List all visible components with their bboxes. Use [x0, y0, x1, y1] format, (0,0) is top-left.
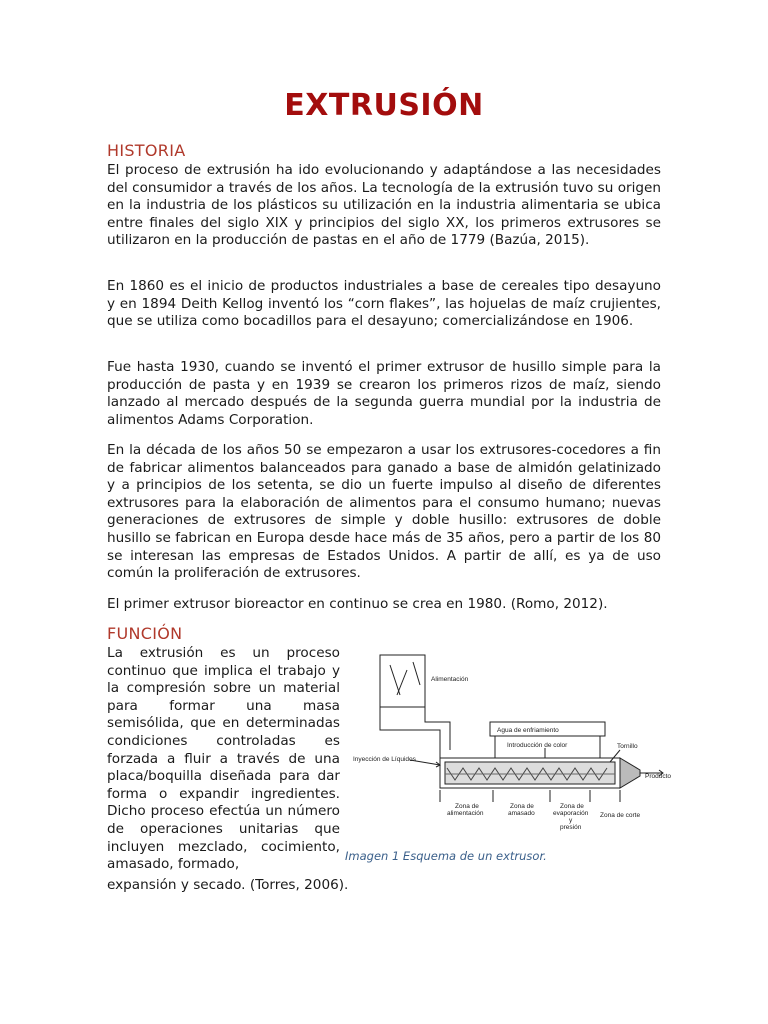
extruder-diagram: [345, 640, 685, 840]
funcion-paragraph-last-line: expansión y secado. (Torres, 2006).: [107, 877, 349, 893]
document-title: EXTRUSIÓN: [284, 88, 484, 123]
label-tornillo: Tornillo: [617, 743, 638, 750]
section-heading-historia: HISTORIA: [107, 141, 186, 160]
label-agua: Agua de enfriamiento: [497, 727, 559, 734]
figure-caption: Imagen 1 Esquema de un extrusor.: [345, 849, 547, 863]
label-zona-amas-1: Zona de: [510, 803, 534, 810]
historia-paragraph-5: El primer extrusor bioreactor en continuo se crea en 1980. (Romo, 2012).: [107, 596, 608, 612]
label-zona-alim-2: alimentación: [447, 810, 484, 817]
label-zona-evap-4: presión: [560, 824, 582, 831]
historia-paragraph-2: En 1860 es el inicio de productos industriales a base de cereales tipo desayuno y en 1894 Deith Kellog inventó los “corn flakes”, las hojuelas de maíz crujientes, que se utiliza como bocadillos para el desayuno; comercializándose en 1906.: [107, 278, 661, 330]
label-zona-amas-2: amasado: [508, 810, 535, 817]
label-zona-evap-1: Zona de: [560, 803, 584, 810]
historia-paragraph-4: En la década de los años 50 se empezaron a usar los extrusores-cocedores a fin de fabricar alimentos balanceados para ganado a base de almidón gelatinizado y a principios de los setenta, se dio un fuerte impulso al diseño de diferentes extrusores para la elaboración de alimentos para el consumo humano; nuevas generaciones de extrusores de simple y doble husillo: extrusores de doble husillo se fabrican en Europa desde hace más de 35 años, pero a partir de los 80 se interesan las empresas de Estados Unidos. A partir de allí, es ya de uso común la proliferación de extrusores.: [107, 442, 661, 582]
label-alimentacion: Alimentación: [431, 676, 469, 683]
label-zona-evap-2: evaporación: [553, 810, 589, 817]
label-zona-evap-3: y: [569, 817, 573, 824]
label-zona-corte: Zona de corte: [600, 812, 641, 819]
label-intro-color: Introducción de color: [507, 742, 568, 749]
die: [620, 758, 640, 788]
funcion-paragraph: La extrusión es un proceso continuo que implica el trabajo y la compresión sobre un material para formar una masa semisólida, que en determinadas condiciones controladas es forzada a fluir a través de una placa/boquilla diseñada para dar forma o expandir ingredientes. Dicho proceso efectúa un número de operaciones unitarias que incluyen mezclado, cocimiento, amasado, formado,: [107, 645, 340, 873]
label-producto: Producto: [645, 773, 672, 780]
label-zona-alim-1: Zona de: [455, 803, 479, 810]
section-heading-funcion: FUNCIÓN: [107, 624, 183, 643]
historia-paragraph-1: El proceso de extrusión ha ido evolucionando y adaptándose a las necesidades del consumidor a través de los años. La tecnología de la extrusión tuvo su origen en la industria de los plásticos su utilización en la industria alimentaria se ubica entre finales del siglo XIX y principios del siglo XX, los primeros extrusores se utilizaron en la producción de pastas en el año de 1779 (Bazúa, 2015).: [107, 162, 661, 249]
label-inyeccion: Inyección de Líquidos: [353, 756, 416, 763]
historia-paragraph-3: Fue hasta 1930, cuando se inventó el primer extrusor de husillo simple para la producción de pasta y en 1939 se crearon los primeros rizos de maíz, siendo lanzado al mercado después de la segunda guerra mundial por la industria de alimentos Adams Corporation.: [107, 359, 661, 428]
